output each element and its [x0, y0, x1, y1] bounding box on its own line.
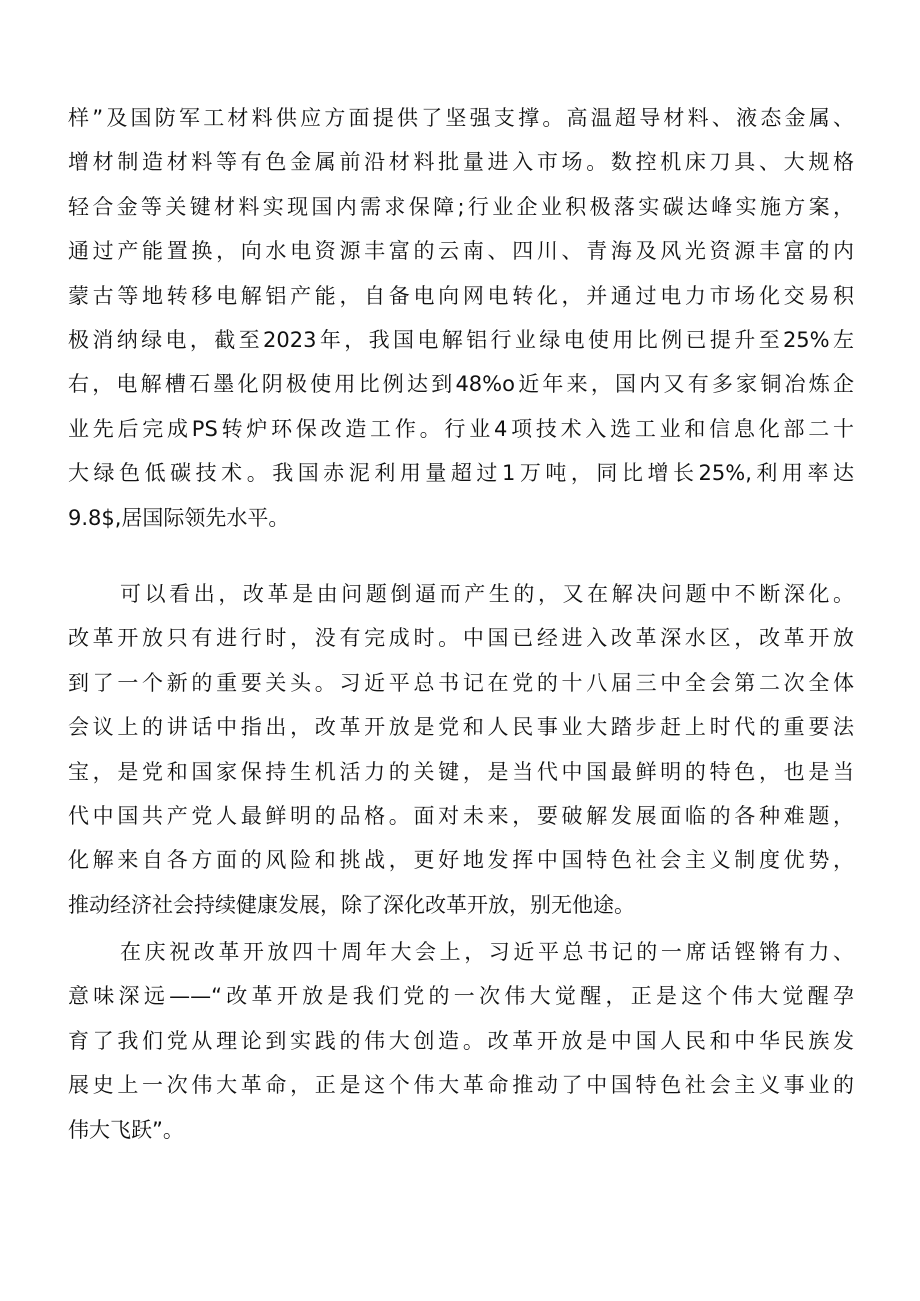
paragraph-line: 蒙古等地转移电解铝产能，自备电向网电转化，并通过电力市场化交易积 — [68, 283, 854, 308]
paragraph-line: 会议上的讲话中指出，改革开放是党和人民事业大踏步赶上时代的重要法 — [68, 715, 854, 740]
paragraph-line: 轻合金等关键材料实现国内需求保障;行业企业积极落实碳达峰实施方案， — [68, 194, 854, 219]
paragraph-line: 展史上一次伟大革命，正是这个伟大革命推动了中国特色社会主义事业的 — [68, 1073, 854, 1098]
paragraph-line: 增材制造材料等有色金属前沿材料批量进入市场。数控机床刀具、大规格 — [68, 150, 854, 175]
paragraph-3 — [68, 930, 854, 1152]
paragraph-line: 到了一个新的重要关头。习近平总书记在党的十八届三中全会第二次全体 — [68, 670, 854, 695]
paragraph-line: 代中国共产党人最鲜明的品格。面对未来，要破解发展面临的各种难题， — [68, 804, 854, 829]
paragraph-line: 样”及国防军工材料供应方面提供了坚强支撑。高温超导材料、液态金属、 — [68, 106, 854, 130]
paragraph-line: 右，电解槽石墨化阴极使用比例达到48%o近年来，国内又有多家铜冶炼企 — [68, 372, 854, 397]
paragraph-line: 化解来自各方面的风险和挑战，更好地发挥中国特色社会主义制度优势， — [68, 848, 854, 873]
paragraph-line: 改革开放只有进行时，没有完成时。中国已经进入改革深水区，改革开放 — [68, 626, 854, 651]
paragraph-line: 大绿色低碳技术。我国赤泥利用量超过1万吨，同比增长25%,利用率达 — [68, 461, 854, 486]
paragraph-line: 可以看出，改革是由问题倒逼而产生的，又在解决问题中不断深化。 — [120, 582, 854, 606]
paragraph-line: 在庆祝改革开放四十周年大会上，习近平总书记的一席话铿锵有力、 — [120, 940, 854, 964]
paragraph-line: 伟大飞跃”。 — [68, 1117, 184, 1142]
paragraph-line: 9.8$,居国际领先水平。 — [68, 505, 290, 530]
paragraph-line: 宝，是党和国家保持生机活力的关键，是当代中国最鲜明的特色，也是当 — [68, 759, 854, 784]
paragraph-1 — [68, 96, 854, 540]
paragraph-line: 意味深远——“改革开放是我们党的一次伟大觉醒，正是这个伟大觉醒孕 — [68, 984, 854, 1009]
paragraph-line: 业先后完成PS转炉环保改造工作。行业4项技术入选工业和信息化部二十 — [68, 416, 854, 441]
paragraph-2 — [68, 572, 854, 927]
paragraph-line: 通过产能置换，向水电资源丰富的云南、四川、青海及风光资源丰富的内 — [68, 239, 854, 264]
paragraph-line: 育了我们党从理论到实践的伟大创造。改革开放是中国人民和中华民族发 — [68, 1028, 854, 1053]
paragraph-line: 推动经济社会持续健康发展，除了深化改革开放，别无他途。 — [68, 892, 635, 917]
paragraph-line: 极消纳绿电，截至2023年，我国电解铝行业绿电使用比例已提升至25%左 — [68, 328, 854, 353]
